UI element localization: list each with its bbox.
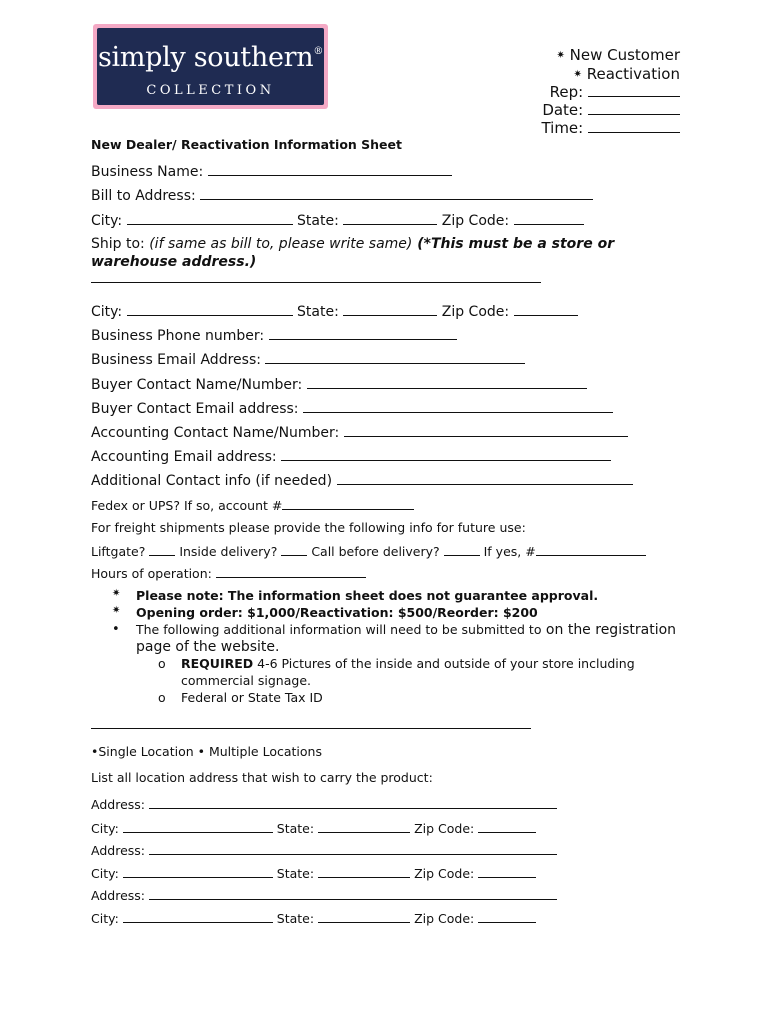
hours-label: Hours of operation: — [91, 566, 212, 581]
fedex-label: Fedex or UPS? If so, account # — [91, 498, 283, 513]
additional-contact-line[interactable] — [337, 472, 633, 485]
liftgate-label: Liftgate? — [91, 544, 146, 559]
new-customer-label: New Customer — [569, 46, 680, 64]
zip-line[interactable] — [514, 303, 578, 316]
accounting-email-field[interactable] — [91, 448, 611, 465]
if-yes-label: If yes, # — [483, 544, 536, 559]
business-name-field[interactable] — [91, 163, 452, 180]
new-customer-option[interactable] — [556, 46, 680, 64]
buyer-contact-label: Buyer Contact Name/Number: — [91, 377, 303, 393]
state-line[interactable] — [343, 303, 437, 316]
bill-to-line[interactable] — [200, 187, 593, 200]
business-email-field[interactable] — [91, 351, 525, 368]
location-address-1[interactable] — [91, 796, 557, 812]
buyer-contact-line[interactable] — [307, 376, 587, 389]
call-before-label: Call before delivery? — [311, 544, 440, 559]
accounting-contact-line[interactable] — [344, 424, 628, 437]
hours-line[interactable] — [216, 565, 366, 578]
zip-line[interactable] — [478, 910, 536, 923]
pictures-text: 4-6 Pictures of the inside and outside of your store including — [253, 656, 635, 671]
call-before-line[interactable] — [444, 543, 480, 556]
note-approval: Please note: The information sheet does not guarantee approval. — [136, 588, 599, 603]
note-additional-info-c: page of the website. — [136, 639, 280, 655]
city-line[interactable] — [123, 865, 273, 878]
note-opening-order: Opening order: $1,000/Reactivation: $500/Reorder: $200 — [136, 605, 538, 620]
reactivation-label: Reactivation — [586, 65, 680, 83]
address-line[interactable] — [149, 842, 557, 855]
zip-label: Zip Code: — [414, 821, 475, 836]
location-city-row-1 — [91, 820, 536, 836]
page-title: New Dealer/ Reactivation Information Sheet — [91, 137, 402, 152]
ship-to-text — [91, 236, 614, 252]
location-address-2[interactable] — [91, 842, 557, 858]
ship-to-bold: (*This must be a store or — [412, 236, 615, 252]
buyer-email-field[interactable] — [91, 400, 613, 417]
location-address-3[interactable] — [91, 887, 557, 903]
buyer-contact-field[interactable] — [91, 376, 587, 393]
additional-contact-label: Additional Contact info (if needed) — [91, 473, 333, 489]
accounting-email-label: Accounting Email address: — [91, 449, 277, 465]
state-line[interactable] — [343, 212, 437, 225]
state-label: State: — [276, 821, 315, 836]
zip-line[interactable] — [478, 865, 536, 878]
address-line[interactable] — [149, 796, 557, 809]
state-label: State: — [297, 213, 339, 229]
business-email-line[interactable] — [265, 351, 525, 364]
note-additional-info — [136, 622, 676, 638]
zip-line[interactable] — [478, 820, 536, 833]
ship-to-note: (if same as bill to, please write same) — [149, 236, 413, 252]
city-line[interactable] — [123, 820, 273, 833]
if-yes-line[interactable] — [536, 543, 646, 556]
state-label: State: — [276, 911, 315, 926]
business-name-label: Business Name: — [91, 164, 204, 180]
date-line[interactable] — [588, 102, 680, 115]
address-label: Address: — [91, 843, 145, 858]
zip-label: Zip Code: — [414, 911, 475, 926]
rep-field[interactable] — [550, 83, 680, 101]
inside-delivery-label: Inside delivery? — [179, 544, 278, 559]
radio-bullet-icon: ✷ — [556, 50, 565, 61]
note-additional-info-a: The following additional information will need to be submitted to — [136, 622, 542, 637]
required-label: REQUIRED — [181, 656, 254, 671]
accounting-email-line[interactable] — [281, 448, 611, 461]
time-line[interactable] — [588, 120, 680, 133]
state-label: State: — [276, 866, 315, 881]
city-line[interactable] — [127, 212, 293, 225]
ship-to-line[interactable] — [91, 282, 541, 283]
logo-subtitle: COLLECTION — [146, 83, 275, 98]
state-line[interactable] — [318, 910, 410, 923]
rep-line[interactable] — [588, 84, 680, 97]
divider-line[interactable] — [91, 728, 531, 729]
hours-field[interactable] — [91, 565, 366, 581]
radio-bullet-icon: ✷ — [573, 69, 582, 80]
bullet-icon: ✷ — [112, 588, 121, 599]
inside-delivery-line[interactable] — [281, 543, 307, 556]
sub-item-tax-id: Federal or State Tax ID — [181, 690, 323, 705]
state-line[interactable] — [318, 865, 410, 878]
state-label: State: — [297, 304, 339, 320]
city-line[interactable] — [123, 910, 273, 923]
fedex-field[interactable] — [91, 497, 414, 513]
time-label: Time: — [541, 119, 584, 137]
business-email-label: Business Email Address: — [91, 352, 261, 368]
ship-to-bold-line2: warehouse address.) — [91, 254, 257, 270]
zip-label: Zip Code: — [414, 866, 475, 881]
city-label: City: — [91, 304, 123, 320]
liftgate-line[interactable] — [149, 543, 175, 556]
note-additional-info-b: on the registration — [541, 622, 677, 638]
buyer-email-line[interactable] — [303, 400, 613, 413]
city-label: City: — [91, 866, 119, 881]
ship-to-label: Ship to: — [91, 236, 150, 252]
business-phone-field[interactable] — [91, 327, 457, 344]
accounting-contact-field[interactable] — [91, 424, 628, 441]
rep-label: Rep: — [549, 83, 584, 101]
business-phone-line[interactable] — [269, 327, 457, 340]
sub-marker: o — [158, 656, 166, 671]
freight-row — [91, 543, 646, 559]
address-label: Address: — [91, 888, 145, 903]
location-city-row-2 — [91, 865, 536, 881]
company-logo — [93, 24, 328, 109]
logo-brand-text: simply southern — [97, 42, 314, 73]
city-line[interactable] — [127, 303, 293, 316]
bullet-icon: • — [112, 622, 120, 637]
sub-item-pictures-2: commercial signage. — [181, 673, 311, 688]
zip-line[interactable] — [514, 212, 584, 225]
location-list-label: List all location address that wish to carry the product: — [91, 770, 433, 785]
address-line[interactable] — [149, 887, 557, 900]
date-field[interactable] — [542, 101, 680, 119]
registered-mark: ® — [313, 46, 324, 57]
additional-contact-field[interactable] — [91, 472, 633, 489]
address-label: Address: — [91, 797, 145, 812]
zip-label: Zip Code: — [441, 304, 510, 320]
buyer-email-label: Buyer Contact Email address: — [91, 401, 299, 417]
city-label: City: — [91, 911, 119, 926]
accounting-contact-label: Accounting Contact Name/Number: — [91, 425, 340, 441]
bill-to-field[interactable] — [91, 187, 593, 204]
bill-to-label: Bill to Address: — [91, 188, 196, 204]
sub-item-pictures — [181, 656, 635, 671]
date-label: Date: — [542, 101, 584, 119]
city-label: City: — [91, 821, 119, 836]
reactivation-option[interactable] — [574, 65, 680, 83]
time-field[interactable] — [541, 119, 680, 137]
location-city-row-3 — [91, 910, 536, 926]
city-label: City: — [91, 213, 123, 229]
fedex-line[interactable] — [282, 497, 414, 510]
ship-city-row — [91, 303, 578, 320]
state-line[interactable] — [318, 820, 410, 833]
business-phone-label: Business Phone number: — [91, 328, 265, 344]
business-name-line[interactable] — [208, 163, 452, 176]
freight-instructions: For freight shipments please provide the following info for future use: — [91, 520, 526, 535]
location-choice[interactable]: •Single Location • Multiple Locations — [91, 744, 322, 759]
bullet-icon: ✷ — [112, 605, 121, 616]
bill-city-row — [91, 212, 584, 229]
zip-label: Zip Code: — [441, 213, 510, 229]
sub-marker: o — [158, 690, 166, 705]
